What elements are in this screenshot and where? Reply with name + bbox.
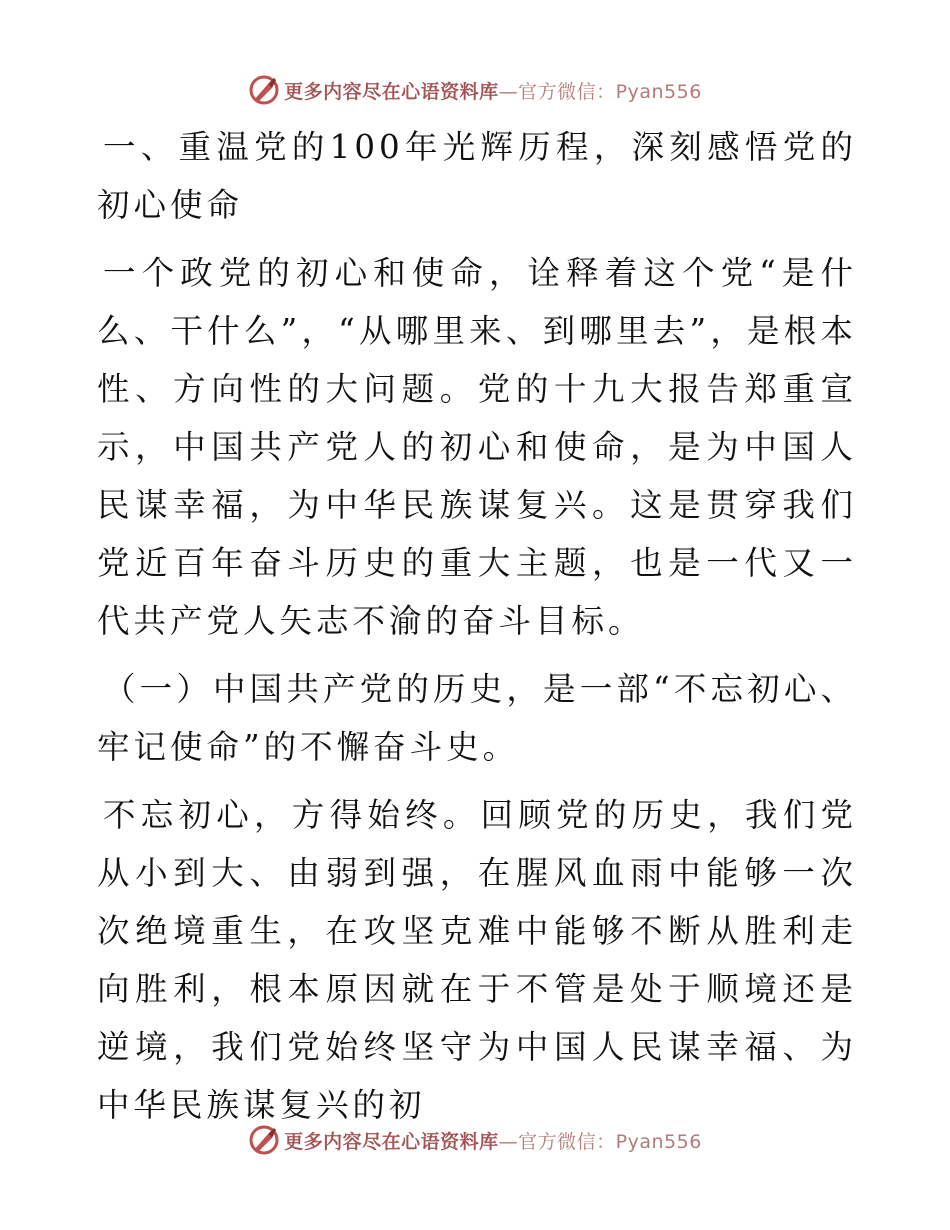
banner-suffix: —官方微信：Pyan556 [498, 1130, 702, 1153]
pen-circle-logo-icon [248, 1124, 280, 1156]
banner-suffix: —官方微信：Pyan556 [498, 80, 702, 103]
paragraph-intro: 一个政党的初心和使命，诠释着这个党“是什么、干什么”，“从哪里来、到哪里去”，是根本性、方向性的大问题。党的十九大报告郑重宣示，中国共产党人的初心和使命，是为中国人民谋幸福，为中华民族谋复兴。这是贯穿我们党近百年奋斗历史的重大主题，也是一代又一代共产党人矢志不渝的奋斗目标。 [97, 254, 857, 640]
banner-prefix: 更多内容尽在心语资料库 [284, 1130, 499, 1153]
document-body [97, 118, 857, 1134]
banner-prefix: 更多内容尽在心语资料库 [284, 80, 499, 103]
header-banner [0, 70, 950, 110]
footer-banner [0, 1120, 950, 1160]
subsection-heading: （一）中国共产党的历史，是一部“不忘初心、牢记使命”的不懈奋斗史。 [97, 670, 857, 766]
pen-circle-logo-icon [248, 74, 280, 106]
paragraph-history: 不忘初心，方得始终。回顾党的历史，我们党从小到大、由弱到强，在腥风血雨中能够一次次绝境重生，在攻坚克难中能够不断从胜利走向胜利，根本原因就在于不管是处于顺境还是逆境，我们党始终坚守为中国人民谋幸福、为中华民族谋复兴的初 [97, 796, 857, 1124]
banner-text [284, 1127, 702, 1154]
banner-text [284, 77, 702, 104]
section-heading: 一、重温党的100年光辉历程，深刻感悟党的初心使命 [97, 128, 857, 224]
